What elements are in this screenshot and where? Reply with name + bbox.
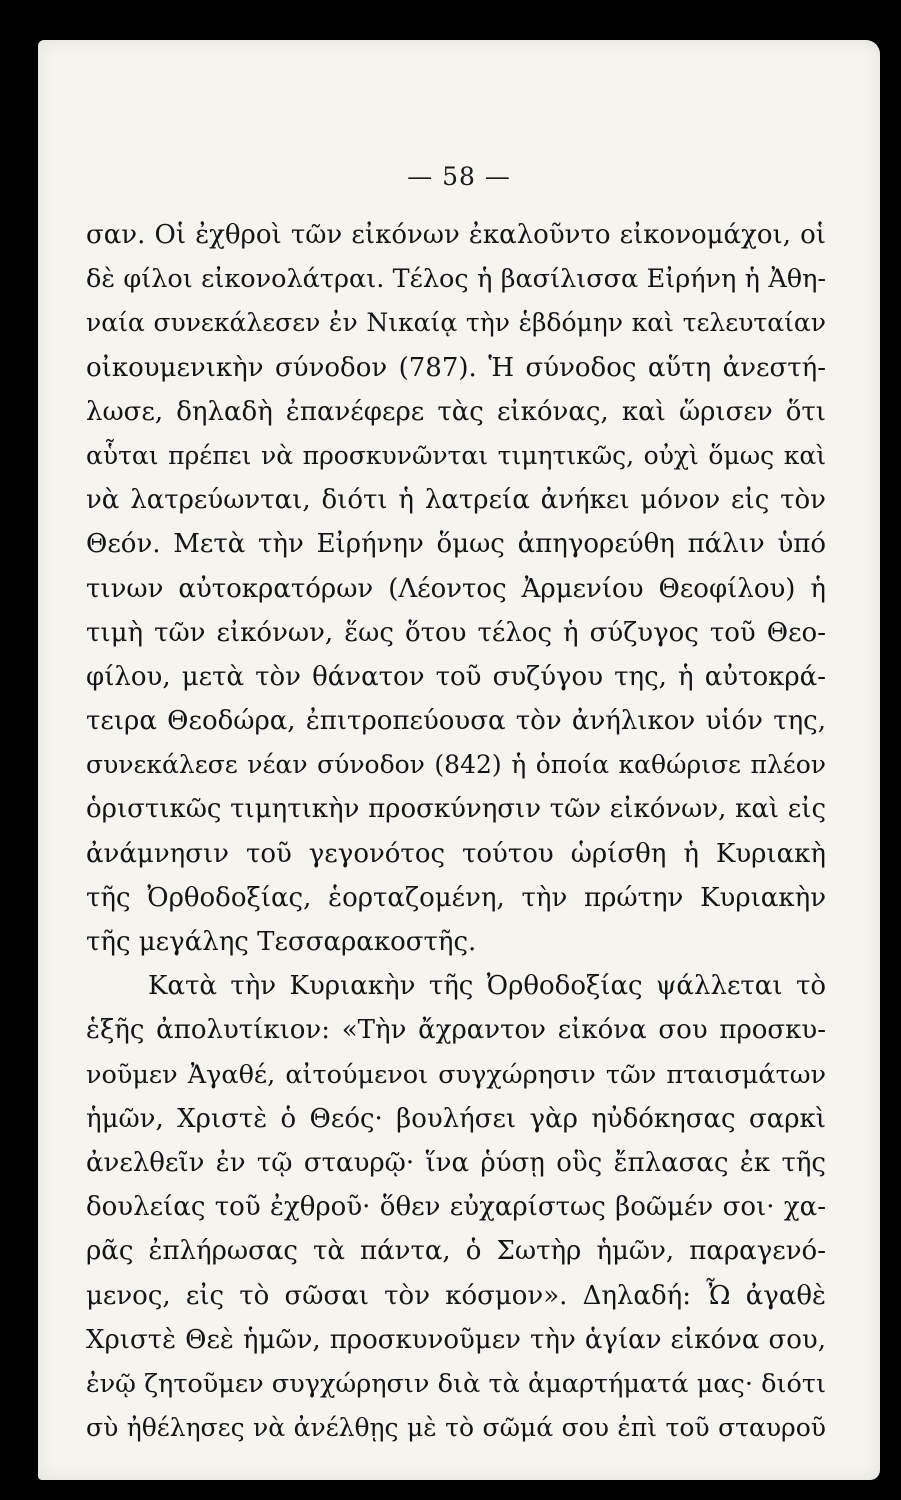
text-line: ἐνῷ ζητοῦμεν συγχώρησιν διὰ τὰ ἁμαρτήματά μας· διότι [86,1368,826,1399]
text-line: σαν. Οἱ ἐχθροὶ τῶν εἰκόνων ἐκαλοῦντο εἰκονομάχοι, οἱ [86,220,826,250]
page-number: — 58 — [407,162,511,191]
text-line: δὲ φίλοι εἰκονολάτραι. Τέλος ἡ βασίλισσα Εἰρήνη ἡ Ἀθη- [86,264,826,295]
text-line: αὗται πρέπει νὰ προσκυνῶνται τιμητικῶς, οὐχὶ ὅμως καὶ [86,440,826,470]
text-line: νὰ λατρεύωνται, διότι ἡ λατρεία ἀνήκει μόνον εἰς τὸν [86,485,826,516]
text-line: τιμὴ τῶν εἰκόνων, ἕως ὅτου τέλος ἡ σύζυγος τοῦ Θεο- [86,617,826,648]
paragraph-start-line: Κατὰ τὴν Κυριακὴν τῆς Ὀρθοδοξίας ψάλλεται τὸ [148,971,826,1002]
text-line: νοῦμεν Ἀγαθέ, αἰτούμενοι συγχώρησιν τῶν πταισμάτων [86,1059,826,1090]
text-line: μενος, εἰς τὸ σῶσαι τὸν κόσμον». Δηλαδή: Ὦ ἀγαθὲ [86,1280,826,1311]
text-line: δουλείας τοῦ ἐχθροῦ· ὅθεν εὐχαρίστως βοῶμέν σοι· χα- [86,1192,826,1223]
text-line: ἀνελθεῖν ἐν τῷ σταυρῷ· ἵνα ῥύσῃ οὓς ἔπλασας ἐκ τῆς [86,1147,826,1178]
text-line: τειρα Θεοδώρα, ἐπιτροπεύουσα τὸν ἀνήλικον υἱόν της, [86,706,826,737]
text-line: φίλου, μετὰ τὸν θάνατον τοῦ συζύγου της, ἡ αὐτοκρά- [86,661,826,692]
text-line: ἑξῆς ἀπολυτίκιον: «Τὴν ἄχραντον εἰκόνα σου προσκυ- [86,1015,826,1046]
paragraph-end-line: τῆς μεγάλης Τεσσαρακοστῆς. [86,927,477,957]
text-line: τινων αὐτοκρατόρων (Λέοντος Ἀρμενίου Θεοφίλου) ἡ [86,573,826,604]
text-line: σὺ ἠθέλησες νὰ ἀνέλθῃς μὲ τὸ σῶμά σου ἐπὶ τοῦ σταυροῦ [86,1413,826,1443]
text-line: ὁριστικῶς τιμητικὴν προσκύνησιν τῶν εἰκόνων, καὶ εἰς [86,794,826,825]
text-line: οἰκουμενικὴν σύνοδον (787). Ἡ σύνοδος αὕτη ἀνεστή- [86,352,826,383]
text-line: Θεόν. Μετὰ τὴν Εἰρήνην ὅμως ἀπηγορεύθη πάλιν ὑπό [86,529,826,560]
text-line: ἡμῶν, Χριστὲ ὁ Θεός· βουλήσει γὰρ ηὐδόκησας σαρκὶ [86,1103,826,1134]
text-line: λωσε, δηλαδὴ ἐπανέφερε τὰς εἰκόνας, καὶ ὥρισεν ὅτι [86,396,826,427]
text-line: ἀνάμνησιν τοῦ γεγονότος τούτου ὡρίσθη ἡ Κυριακὴ [86,838,826,869]
body-text [86,213,826,1450]
text-line: Χριστὲ Θεὲ ἡμῶν, προσκυνοῦμεν τὴν ἁγίαν εἰκόνα σου, [86,1324,826,1355]
book-page [38,40,880,1480]
text-line: ναία συνεκάλεσεν ἐν Νικαίᾳ τὴν ἑβδόμην καὶ τελευταίαν [86,308,826,338]
text-line: ρᾶς ἐπλήρωσας τὰ πάντα, ὁ Σωτὴρ ἡμῶν, παραγενό- [86,1236,826,1267]
text-line: τῆς Ὀρθοδοξίας, ἑορταζομένη, τὴν πρώτην Κυριακὴν [86,882,826,913]
text-line: συνεκάλεσε νέαν σύνοδον (842) ἡ ὁποία καθώρισε πλέον [86,750,826,780]
